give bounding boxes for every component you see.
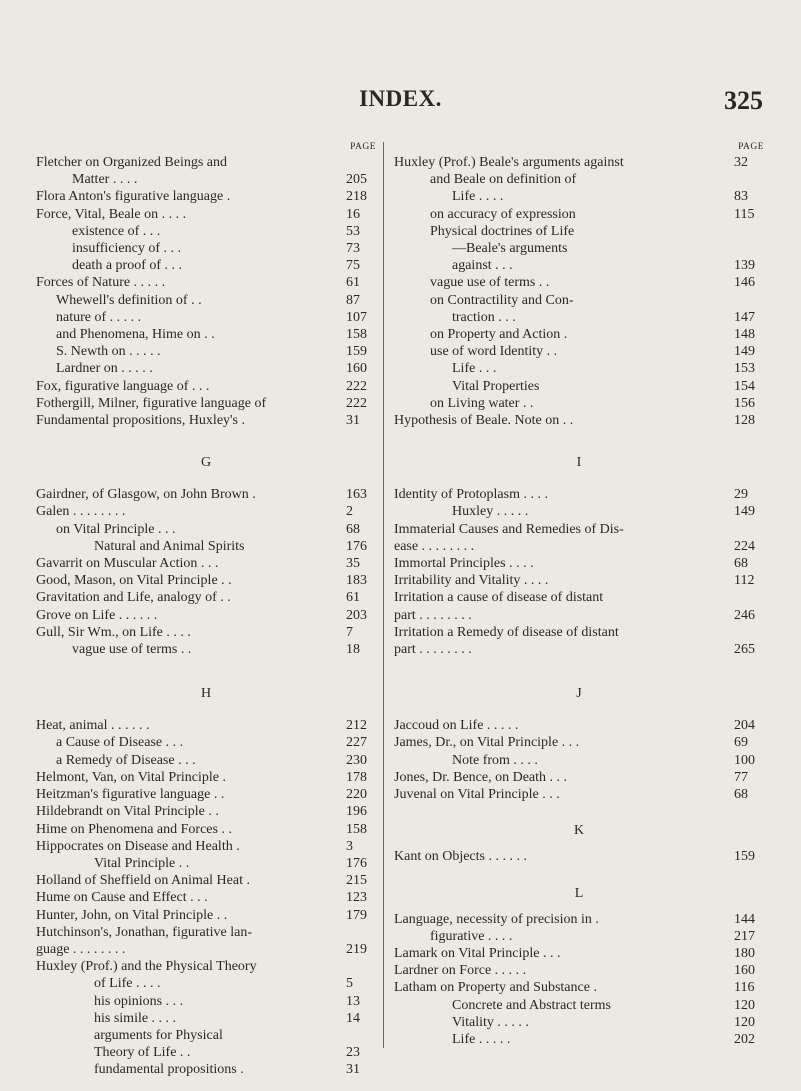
index-entry-text: Whewell's definition of . . [56, 292, 202, 308]
index-entry [394, 979, 764, 996]
index-entry-page: 158 [346, 821, 367, 837]
index-entry-text: Life . . . [452, 361, 497, 377]
index-entry-page: 13 [346, 993, 360, 1009]
index-entry-page: 53 [346, 223, 360, 239]
index-entry [36, 941, 376, 958]
index-entry-text: Hume on Cause and Effect . . . [36, 890, 208, 906]
index-entry-text: nature of . . . . . [56, 309, 142, 325]
index-entry-text: Flora Anton's figurative language . [36, 189, 231, 205]
index-entry-page: 68 [734, 787, 748, 803]
index-entry [394, 188, 764, 205]
page-title: INDEX. [359, 86, 442, 111]
index-entry-page: 77 [734, 769, 748, 785]
right-column [394, 142, 764, 1048]
index-entry-text: S. Newth on . . . . . [56, 344, 161, 360]
page-number: 325 [724, 86, 763, 115]
section-letter-h: H [200, 686, 212, 702]
index-entry-page: 147 [734, 309, 755, 325]
index-entry-page: 100 [734, 752, 755, 768]
index-entry [36, 274, 376, 291]
index-entry [36, 641, 376, 658]
index-entry [394, 928, 764, 945]
index-entry-page: 224 [734, 538, 755, 554]
index-entry-text: —Beale's arguments [452, 241, 568, 257]
index-entry-text: Force, Vital, Beale on . . . . [36, 206, 187, 222]
index-entry [394, 572, 764, 589]
index-entry [36, 257, 376, 274]
index-entry-page: 148 [734, 327, 755, 343]
index-entry [394, 309, 764, 326]
index-entry-page: 5 [346, 976, 353, 992]
left-column [36, 142, 376, 1079]
index-entry-text: Hunter, John, on Vital Principle . . [36, 907, 228, 923]
index-entry [394, 240, 764, 257]
index-entry [36, 975, 376, 992]
index-entry-page: 222 [346, 395, 367, 411]
index-entry-page: 73 [346, 241, 360, 257]
index-entry-page: 2 [346, 504, 353, 520]
index-entry-page: 18 [346, 642, 360, 658]
index-entry-page: 219 [346, 941, 367, 957]
index-entry [394, 503, 764, 520]
index-entry-text: a Cause of Disease . . . [56, 735, 184, 751]
index-entry-page: 159 [734, 849, 755, 865]
index-entry [36, 993, 376, 1010]
index-entry [36, 821, 376, 838]
index-entry-text: Language, necessity of precision in . [394, 911, 599, 927]
index-entry-page: 176 [346, 538, 367, 554]
index-entry [394, 1031, 764, 1048]
index-entry-page: 69 [734, 735, 748, 751]
index-entry-page: 218 [346, 189, 367, 205]
index-entry [394, 206, 764, 223]
index-entry-text: Gavarrit on Muscular Action . . . [36, 556, 219, 572]
index-entry-text: Galen . . . . . . . . [36, 504, 126, 520]
index-entry [36, 223, 376, 240]
index-entry-page: 159 [346, 344, 367, 360]
index-entry-page: 149 [734, 344, 755, 360]
index-entry-text: Good, Mason, on Vital Principle . . [36, 573, 232, 589]
index-entry [36, 343, 376, 360]
index-entry-page: 156 [734, 395, 755, 411]
section-letter-i: I [576, 455, 582, 471]
index-entry-text: Immaterial Causes and Remedies of Dis- [394, 521, 624, 537]
index-entry-text: Jones, Dr. Bence, on Death . . . [394, 769, 568, 785]
index-entry-text: use of word Identity . . [430, 344, 558, 360]
index-entry-page: 123 [346, 890, 367, 906]
index-entry [36, 607, 376, 624]
index-entry-page: 128 [734, 413, 755, 429]
index-entry-text: and Beale on definition of [430, 172, 577, 188]
index-entry-text: Holland of Sheffield on Animal Heat . [36, 873, 250, 889]
index-entry-text: Hutchinson's, Jonathan, figurative lan- [36, 924, 252, 940]
index-entry-page: 215 [346, 873, 367, 889]
index-entry-page: 68 [346, 521, 360, 537]
index-entry [36, 1061, 376, 1078]
index-entry-text: Juvenal on Vital Principle . . . [394, 787, 560, 803]
index-entry [394, 274, 764, 291]
index-entry-text: Vitality . . . . . [452, 1014, 529, 1030]
index-entry-page: 179 [346, 907, 367, 923]
index-entry-page: 230 [346, 752, 367, 768]
index-entry [36, 717, 376, 734]
page-header [0, 86, 801, 116]
index-entry-text: Hippocrates on Disease and Health . [36, 838, 240, 854]
index-entry-text: Lamark on Vital Principle . . . [394, 945, 561, 961]
index-entry-text: Irritability and Vitality . . . . [394, 573, 549, 589]
index-entry [36, 555, 376, 572]
index-entry [394, 607, 764, 624]
index-entry-page: 160 [734, 963, 755, 979]
index-entry-page: 112 [734, 573, 755, 589]
index-block-f [36, 154, 376, 429]
index-entry-page: 149 [734, 504, 755, 520]
index-entry-text: Life . . . . . [452, 1031, 511, 1047]
index-entry-page: 115 [734, 206, 755, 222]
index-entry-text: Hypothesis of Beale. Note on . . [394, 413, 574, 429]
index-entry-text: his simile . . . . [94, 1010, 177, 1026]
index-entry [36, 1027, 376, 1044]
index-entry-text: a Remedy of Disease . . . [56, 752, 196, 768]
index-entry [394, 154, 764, 171]
index-entry-text: Irritation a cause of disease of distant [394, 590, 604, 606]
index-entry-text: Life . . . . [452, 189, 504, 205]
index-entry-text: insufficiency of . . . [72, 241, 181, 257]
index-entry-text: Kant on Objects . . . . . . [394, 849, 527, 865]
index-entry-page: 176 [346, 855, 367, 871]
index-entry-page: 205 [346, 172, 367, 188]
index-entry-text: Helmont, Van, on Vital Principle . [36, 769, 226, 785]
index-entry-page: 222 [346, 378, 367, 394]
index-entry [394, 395, 764, 412]
index-entry [36, 838, 376, 855]
index-entry-page: 107 [346, 309, 367, 325]
index-entry [394, 486, 764, 503]
index-entry [36, 624, 376, 641]
index-entry [394, 326, 764, 343]
index-entry-text: Matter . . . . [72, 172, 138, 188]
index-entry [394, 555, 764, 572]
column-divider [383, 142, 384, 1048]
index-entry-text: Concrete and Abstract terms [452, 997, 612, 1013]
index-entry [36, 924, 376, 941]
index-entry [394, 343, 764, 360]
index-entry [36, 206, 376, 223]
page-column-label: PAGE [738, 142, 764, 152]
index-entry [36, 769, 376, 786]
index-entry [394, 734, 764, 751]
index-entry [394, 1014, 764, 1031]
index-entry [36, 889, 376, 906]
index-entry [36, 872, 376, 889]
index-entry-text: Physical doctrines of Life [430, 223, 575, 239]
index-entry [36, 378, 376, 395]
index-entry-text: on Living water . . [430, 395, 534, 411]
index-entry [36, 486, 376, 503]
index-entry-page: 227 [346, 735, 367, 751]
index-entry [36, 326, 376, 343]
index-entry [36, 803, 376, 820]
index-entry-text: Huxley (Prof.) Beale's arguments against [394, 155, 624, 170]
index-entry-text: Heitzman's figurative language . . [36, 787, 225, 803]
index-entry [36, 503, 376, 520]
index-entry [394, 641, 764, 658]
index-entry [394, 962, 764, 979]
index-entry [394, 911, 764, 928]
section-letter-g: G [200, 455, 212, 471]
index-entry [394, 848, 764, 865]
index-entry-page: 180 [734, 945, 755, 961]
section-letter-j: J [576, 686, 582, 702]
index-entry-page: 146 [734, 275, 755, 291]
index-block-g [36, 486, 376, 658]
index-entry-text: Vital Properties [452, 378, 540, 394]
index-entry-page: 3 [346, 838, 353, 854]
index-entry-text: figurative . . . . [430, 928, 513, 944]
index-entry-text: Fox, figurative language of . . . [36, 378, 210, 394]
index-entry [394, 624, 764, 641]
index-entry [36, 360, 376, 377]
index-entry-text: on Vital Principle . . . [56, 521, 176, 537]
index-entry-page: 31 [346, 413, 360, 429]
index-entry-page: 31 [346, 1062, 360, 1078]
index-entry-text: and Phenomena, Hime on . . [56, 327, 215, 343]
index-entry [36, 752, 376, 769]
index-entry-page: 14 [346, 1010, 360, 1026]
index-entry-text: Heat, animal . . . . . . [36, 718, 150, 734]
index-entry-page: 183 [346, 573, 367, 589]
index-entry-text: Note from . . . . [452, 752, 538, 768]
index-entry [36, 734, 376, 751]
index-entry-text: part . . . . . . . . [394, 642, 472, 658]
index-entry [394, 223, 764, 240]
index-entry-text: arguments for Physical [94, 1027, 223, 1043]
index-block-j [394, 717, 764, 803]
index-entry [36, 292, 376, 309]
index-entry-text: Vital Principle . . [94, 855, 190, 871]
index-entry-page: 75 [346, 258, 360, 274]
index-entry [394, 171, 764, 188]
index-entry-text: Grove on Life . . . . . . [36, 607, 158, 623]
index-entry [394, 521, 764, 538]
index-entry-page: 202 [734, 1031, 755, 1047]
index-entry-text: existence of . . . [72, 223, 161, 239]
index-entry-text: fundamental propositions . [94, 1062, 244, 1078]
index-entry-text: traction . . . [452, 309, 516, 325]
index-entry-page: 16 [346, 206, 360, 222]
index-entry [36, 154, 376, 171]
index-entry-text: Natural and Animal Spirits [94, 538, 245, 554]
index-entry-text: Immortal Principles . . . . [394, 556, 534, 572]
index-entry-page: 160 [346, 361, 367, 377]
index-entry-text: Identity of Protoplasm . . . . [394, 487, 548, 503]
index-entry-text: of Life . . . . [94, 976, 161, 992]
index-entry-page: 246 [734, 607, 755, 623]
index-entry [394, 786, 764, 803]
index-block-i [394, 486, 764, 658]
index-entry-page: 220 [346, 787, 367, 803]
index-entry-page: 203 [346, 607, 367, 623]
index-entry [36, 240, 376, 257]
index-block-h-continued [394, 154, 764, 429]
index-block-h [36, 717, 376, 1078]
index-entry [394, 945, 764, 962]
index-entry [36, 589, 376, 606]
index-entry-text: death a proof of . . . [72, 258, 183, 274]
index-entry-text: Fundamental propositions, Huxley's . [36, 413, 246, 429]
index-entry [36, 1044, 376, 1061]
index-entry-page: 154 [734, 378, 755, 394]
index-entry-text: against . . . [452, 258, 513, 274]
index-entry-page: 61 [346, 590, 360, 606]
index-entry-text: Irritation a Remedy of disease of distant [394, 624, 619, 640]
index-entry-page: 35 [346, 556, 360, 572]
index-entry-text: Hime on Phenomena and Forces . . [36, 821, 232, 837]
index-entry [394, 412, 764, 429]
index-entry-text: on accuracy of expression [430, 206, 576, 222]
index-entry-page: 83 [734, 189, 748, 205]
index-entry-page: 153 [734, 361, 755, 377]
index-entry-text: his opinions . . . [94, 993, 184, 1009]
index-entry-page: 116 [734, 980, 755, 996]
index-entry-page: 212 [346, 718, 367, 734]
page-column-label: PAGE [350, 142, 376, 152]
index-entry-text: Theory of Life . . [94, 1045, 191, 1061]
index-entry [36, 412, 376, 429]
index-entry [394, 538, 764, 555]
index-entry-page: 217 [734, 928, 755, 944]
index-entry-text: James, Dr., on Vital Principle . . . [394, 735, 580, 751]
index-entry-page: 87 [346, 292, 360, 308]
index-entry-page: 32 [734, 155, 748, 170]
index-entry [394, 717, 764, 734]
index-entry [36, 572, 376, 589]
index-entry-text: Jaccoud on Life . . . . . [394, 718, 519, 734]
index-entry [36, 171, 376, 188]
index-entry-text: Lardner on . . . . . [56, 361, 153, 377]
index-entry-text: Gravitation and Life, analogy of . . [36, 590, 231, 606]
index-entry [394, 257, 764, 274]
index-entry [36, 309, 376, 326]
index-entry-text: Fothergill, Milner, figurative language of [36, 395, 267, 411]
index-entry-page: 163 [346, 487, 367, 503]
index-entry-text: Gull, Sir Wm., on Life . . . . [36, 624, 191, 640]
index-entry-text: Latham on Property and Substance . [394, 980, 597, 996]
index-block-k [394, 848, 764, 865]
index-entry-text: Fletcher on Organized Beings and [36, 155, 228, 170]
index-entry-text: Lardner on Force . . . . . [394, 963, 527, 979]
index-entry [36, 395, 376, 412]
index-entry-text: vague use of terms . . [430, 275, 550, 291]
index-entry [36, 786, 376, 803]
index-entry [394, 589, 764, 606]
index-entry [36, 907, 376, 924]
index-entry [36, 958, 376, 975]
index-entry-text: Gairdner, of Glasgow, on John Brown . [36, 487, 256, 503]
section-letter-l: L [574, 885, 584, 901]
index-entry-page: 204 [734, 718, 755, 734]
index-entry-page: 196 [346, 804, 367, 820]
index-entry-page: 61 [346, 275, 360, 291]
index-block-l [394, 911, 764, 1049]
index-entry-text: Forces of Nature . . . . . [36, 275, 166, 291]
index-entry-page: 29 [734, 487, 748, 503]
index-entry-text: guage . . . . . . . . [36, 941, 126, 957]
index-entry [36, 188, 376, 205]
index-entry-page: 144 [734, 911, 755, 927]
index-entry [36, 1010, 376, 1027]
section-letter-k: K [573, 823, 585, 839]
index-entry [394, 997, 764, 1014]
index-entry-text: on Contractility and Con- [430, 292, 574, 308]
index-entry [394, 378, 764, 395]
index-entry [394, 769, 764, 786]
index-entry [36, 521, 376, 538]
index-entry [394, 292, 764, 309]
index-entry-text: on Property and Action . [430, 327, 568, 343]
index-entry [394, 360, 764, 377]
index-entry-page: 120 [734, 1014, 755, 1030]
index-entry-page: 120 [734, 997, 755, 1013]
index-entry-text: Hildebrandt on Vital Principle . . [36, 804, 219, 820]
index-entry-page: 265 [734, 642, 755, 658]
index-entry-page: 178 [346, 769, 367, 785]
index-entry-text: Huxley (Prof.) and the Physical Theory [36, 959, 257, 975]
index-entry-page: 7 [346, 624, 353, 640]
index-entry-page: 139 [734, 258, 755, 274]
index-entry [394, 752, 764, 769]
index-entry-text: vague use of terms . . [72, 642, 192, 658]
index-entry-page: 158 [346, 327, 367, 343]
index-entry-text: ease . . . . . . . . [394, 538, 475, 554]
index-entry-text: Huxley . . . . . [452, 504, 529, 520]
index-entry-page: 23 [346, 1045, 360, 1061]
index-entry-page: 68 [734, 556, 748, 572]
index-entry [36, 538, 376, 555]
index-entry-text: part . . . . . . . . [394, 607, 472, 623]
index-entry [36, 855, 376, 872]
